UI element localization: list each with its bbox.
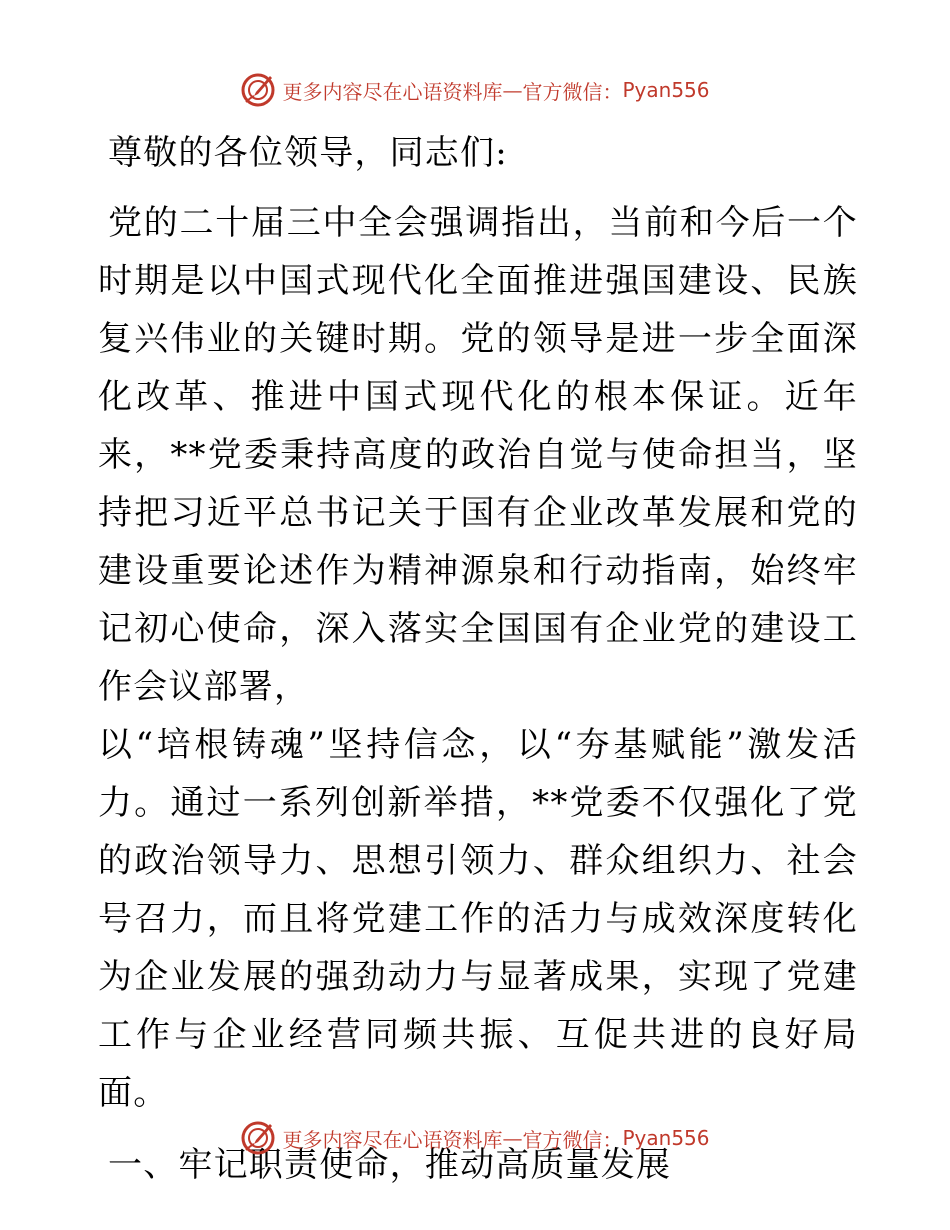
- banner-title: 更多内容尽在心语资料库: [282, 1127, 503, 1152]
- quill-pen-logo-icon: [240, 1120, 276, 1156]
- paragraph-1: 党的二十届三中全会强调指出，当前和今后一个时期是以中国式现代化全面推进强国建设、民族复兴伟业的关键时期。党的领导是进一步全面深化改革、推进中国式现代化的根本保证。近年来，**党委秉持高度的政治自觉与使命担当，坚持把习近平总书记关于国有企业改革发展和党的建设重要论述作为精神源泉和行动指南，始终牢记初心使命，深入落实全国国有企业党的建设工作会议部署，: [98, 203, 858, 707]
- footer-banner: [0, 1118, 950, 1158]
- quill-pen-logo-icon: [240, 72, 276, 108]
- header-banner: [0, 70, 950, 110]
- banner-contact-label: 官方微信：: [522, 1127, 623, 1152]
- banner-contact-id: Pyan556: [622, 1126, 710, 1150]
- section-heading-1: 一、牢记职责使命，推动高质量发展: [108, 1145, 672, 1185]
- banner-contact-label: 官方微信：: [522, 79, 623, 104]
- banner-contact-id: Pyan556: [622, 78, 710, 102]
- salutation: 尊敬的各位领导，同志们:: [108, 133, 508, 173]
- banner-separator: —: [502, 1126, 523, 1150]
- banner-separator: —: [502, 78, 523, 102]
- paragraph-2: 以“培根铸魂”坚持信念，以“夯基赋能”激发活力。通过一系列创新举措，**党委不仅强化了党的政治领导力、思想引领力、群众组织力、社会号召力，而且将党建工作的活力与成效深度转化为企业发展的强劲动力与显著成果，实现了党建工作与企业经营同频共振、互促共进的良好局面。: [98, 725, 858, 1113]
- document-body: [98, 124, 858, 1194]
- banner-title: 更多内容尽在心语资料库: [282, 79, 503, 104]
